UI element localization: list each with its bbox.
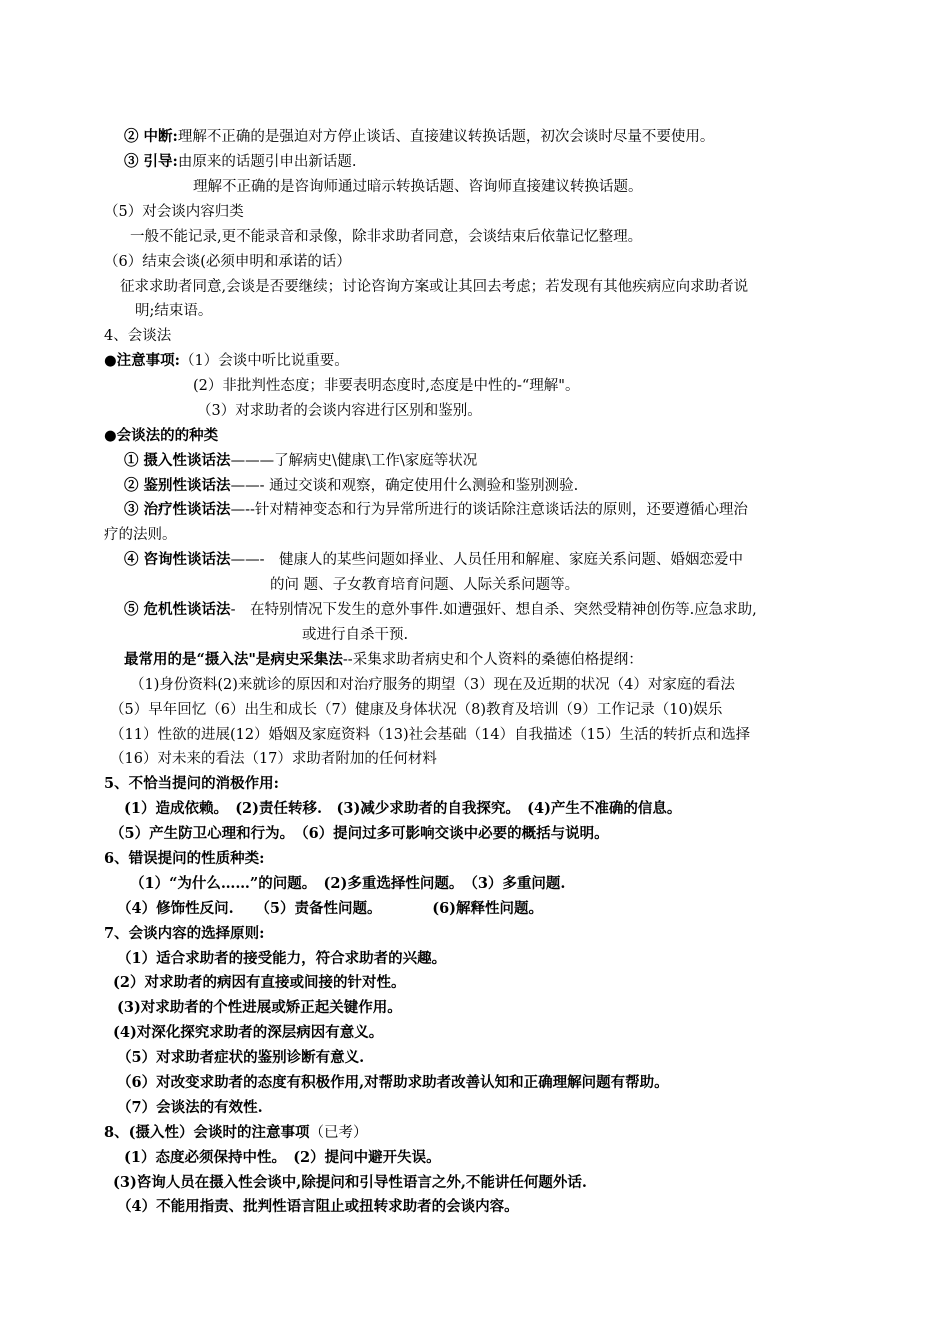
section6-line-2: （4）修饰性反问. （5）责备性问题。 (6)解释性问题。: [117, 900, 544, 917]
section7-line-5: （5）对求助者症状的鉴别诊断有意义.: [117, 1049, 365, 1066]
outline-line-3: （11）性欲的进展(12）婚姻及家庭资料（13)社会基础（14）自我描述（15）生活的转折点和选择: [110, 727, 751, 743]
line-end-text: 征求求助者同意,会谈是否要继续；讨论咨询方案或让其回去考虑；若发现有其他疾病应向求助者说: [120, 279, 749, 295]
section8-heading-note: （已考）: [309, 1125, 368, 1141]
section6-heading: 6、错误提问的性质种类:: [104, 850, 265, 867]
type-3-cont: 疗的法则。: [104, 527, 177, 543]
type-3-label: ③ 治疗性谈话法: [124, 501, 231, 518]
section7-line-3: (3)对求助者的个性进展或矫正起关键作用。: [117, 999, 402, 1016]
section5-line-1: (1）造成依赖。 (2)责任转移. (3)减少求助者的自我探究。 (4)产生不准确的信息。: [124, 800, 682, 817]
section8-heading-line: [104, 1123, 367, 1143]
section8-line-1: (1）态度必须保持中性。 (2）提问中避开失误。: [124, 1149, 441, 1166]
outline-line-1: （1)身份资料(2)来就诊的原因和对治疗服务的期望（3）现在及近期的状况（4）对家庭的看法: [130, 677, 735, 693]
line-interrupt: [124, 127, 714, 147]
type-4-cont: 的问 题、子女教育培育问题、人际关系问题等。: [270, 577, 580, 593]
common-method: [124, 650, 643, 670]
type-5-label: ⑤ 危机性谈话法: [124, 601, 231, 618]
notes-line-1: [104, 351, 349, 371]
line-end-text-cont: 明;结束语。: [135, 303, 213, 319]
type-4-text: ——- 健康人的某些问题如择业、人员任用和解雇、家庭关系问题、婚姻恋爱中: [230, 552, 743, 568]
note-2: (2）非批判性态度；非要表明态度时,态度是中性的-“理解"。: [193, 378, 580, 394]
types-label: ●会谈法的的种类: [104, 427, 219, 444]
type-3: [124, 500, 748, 520]
section7-line-7: （7）会谈法的有效性.: [117, 1099, 263, 1116]
note-3: （3）对求助者的会谈内容进行区别和鉴别。: [197, 403, 482, 419]
type-2: [124, 476, 578, 496]
section7-line-2: (2）对求助者的病因有直接或间接的针对性。: [113, 974, 406, 991]
type-2-label: ② 鉴别性谈话法: [124, 477, 231, 494]
section7-line-1: （1）适合求助者的接受能力，符合求助者的兴趣。: [117, 950, 447, 967]
type-3-text: —--针对精神变态和行为异常所进行的谈话除注意谈话法的原则，还要遵循心理治: [230, 502, 748, 518]
section6-line-1: （1）“为什么……”的问题。 (2)多重选择性问题。 （3）多重问题.: [130, 875, 566, 892]
guide-text: 由原来的话题引申出新话题.: [177, 154, 357, 170]
interrupt-text: 理解不正确的是强迫对方停止谈话、直接建议转换话题，初次会谈时尽量不要使用。: [177, 129, 715, 145]
type-5-text: - 在特别情况下发生的意外事件.如遭强奸、想自杀、突然受精神创伤等.应急求助,: [230, 602, 757, 618]
section8-line-2: (3)咨询人员在摄入性会谈中,除提问和引导性语言之外,不能讲任何题外话.: [113, 1174, 587, 1191]
type-1: [124, 451, 477, 471]
common-text: --采集求助者病史和个人资料的桑德伯格提纲：: [342, 652, 643, 668]
section8-line-3: （4）不能用指责、批判性语言阻止或扭转求助者的会谈内容。: [117, 1198, 519, 1215]
section4-heading: 4、会谈法: [104, 328, 172, 344]
line-end-heading: （6）结束会谈(必须申明和承诺的话）: [104, 254, 351, 270]
line-classify-heading: （5）对会谈内容归类: [104, 204, 244, 220]
type-2-text: ——- 通过交谈和观察，确定使用什么测验和鉴别测验.: [230, 478, 579, 494]
section8-heading: 8、(摄入性）会谈时的注意事项: [104, 1124, 310, 1141]
line-guide: [124, 152, 357, 172]
section5-heading: 5、不恰当提问的消极作用:: [104, 775, 279, 792]
type-1-label: ① 摄入性谈话法: [124, 452, 231, 469]
outline-line-2: （5）早年回忆（6）出生和成长（7）健康及身体状况（8)教育及培训（9）工作记录（10)娱乐: [110, 702, 723, 718]
guide-label: ③ 引导:: [124, 153, 178, 170]
common-label: 最常用的是“摄入法"是病史采集法: [124, 651, 343, 668]
note-1: （1）会谈中听比说重要。: [180, 353, 349, 369]
type-5-cont: 或进行自杀干预.: [302, 627, 409, 643]
section7-line-6: （6）对改变求助者的态度有积极作用,对帮助求助者改善认知和正确理解问题有帮助。: [117, 1074, 669, 1091]
interrupt-label: ② 中断:: [124, 128, 178, 145]
outline-line-4: （16）对未来的看法（17）求助者附加的任何材料: [110, 751, 437, 767]
notes-label: ●注意事项:: [104, 352, 181, 369]
type-4-label: ④ 咨询性谈话法: [124, 551, 231, 568]
type-5: [124, 600, 757, 620]
line-classify-text: 一般不能记录,更不能录音和录像，除非求助者同意，会谈结束后依靠记忆整理。: [130, 229, 643, 245]
line-guide-note: 理解不正确的是咨询师通过暗示转换话题、咨询师直接建议转换话题。: [193, 179, 643, 195]
section7-heading: 7、会谈内容的选择原则:: [104, 925, 265, 942]
type-4: [124, 550, 743, 570]
section5-line-2: （5）产生防卫心理和行为。 （6）提问过多可影响交谈中必要的概括与说明。: [110, 825, 609, 842]
type-1-text: ———了解病史\健康\工作\家庭等状况: [230, 453, 478, 469]
section7-line-4: (4)对深化探究求助者的深层病因有意义。: [113, 1024, 384, 1041]
